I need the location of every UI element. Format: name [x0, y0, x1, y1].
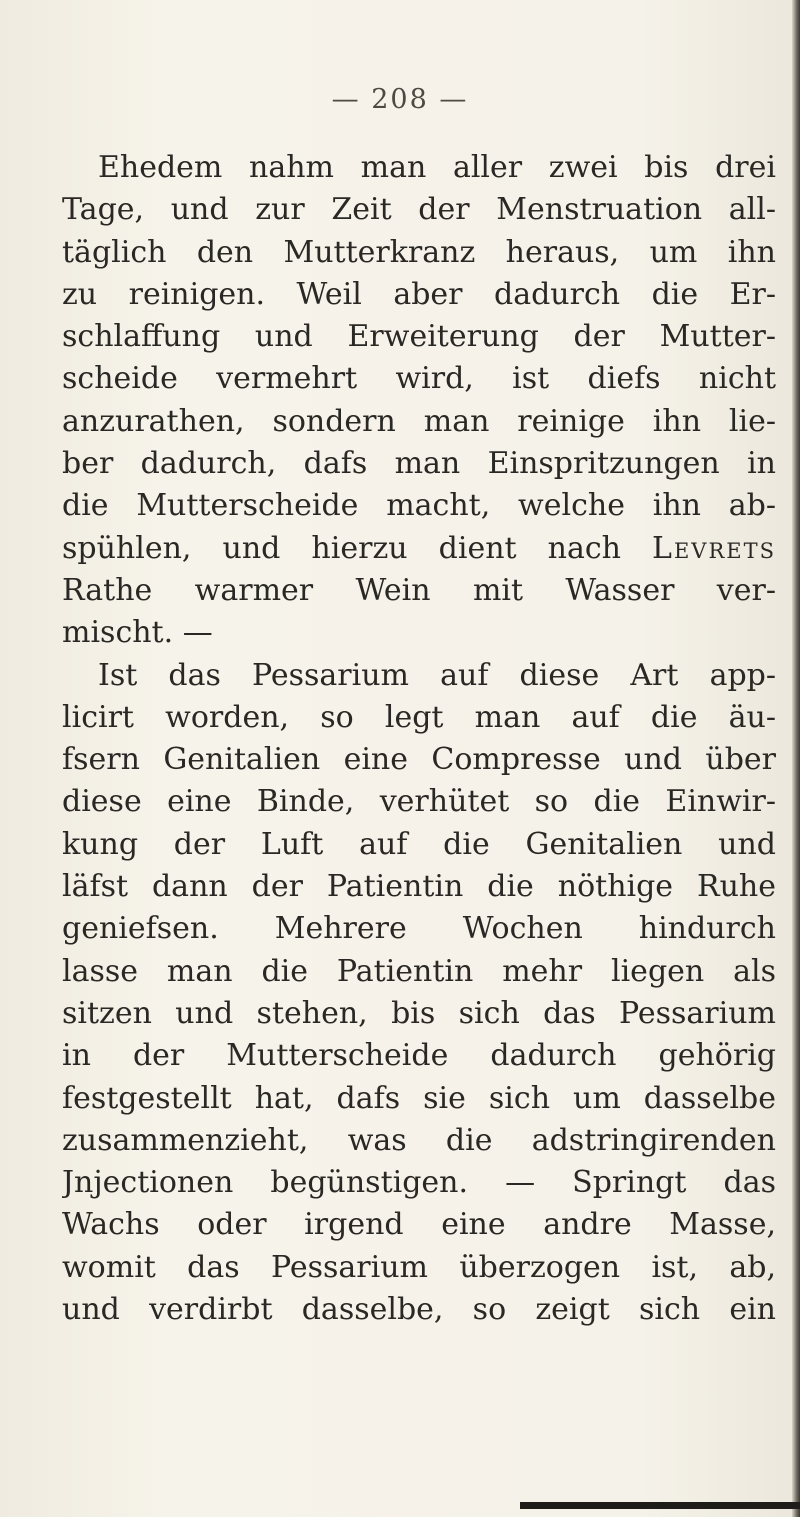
page-edge-shadow — [792, 0, 800, 1517]
text-line: ber dadurch, dafs man Einspritzungen in — [62, 446, 776, 482]
page-number: — 208 — — [331, 84, 469, 115]
text-line: geniefsen. Mehrere Wochen hindurch — [62, 911, 776, 947]
text-line: festgestellt hat, dafs sie sich um dasselbe — [62, 1080, 776, 1116]
text-line: Ehedem nahm man aller zwei bis drei — [98, 150, 776, 185]
text-line: und verdirbt dasselbe, so zeigt sich ein — [62, 1292, 776, 1328]
text-line: mischt. — — [62, 615, 213, 651]
author-name-levret: Levrets — [652, 530, 776, 566]
text-line: zu reinigen. Weil aber dadurch die Er- — [62, 276, 776, 312]
text-line: anzurathen, sondern man reinige ihn lie- — [62, 403, 776, 439]
text-line: Rathe warmer Wein mit Wasser ver- — [62, 572, 776, 608]
text-line: täglich den Mutterkranz heraus, um ihn — [62, 234, 776, 270]
text-line: in der Mutterscheide dadurch gehörig — [62, 1038, 776, 1074]
text-line: die Mutterscheide macht, welche ihn ab- — [62, 488, 776, 524]
text-line: Wachs oder irgend eine andre Masse, — [62, 1207, 776, 1243]
text-line: läfst dann der Patientin die nöthige Ruhe — [62, 869, 776, 905]
text-line: licirt worden, so legt man auf die äu- — [62, 699, 776, 735]
text-line-start: spühlen, und hierzu dient nach — [62, 530, 653, 566]
bottom-binding-rule — [520, 1502, 800, 1509]
body-text — [62, 147, 776, 1331]
text-line: fsern Genitalien eine Compresse und über — [62, 742, 776, 778]
text-line: schlaffung und Erweiterung der Mutter- — [62, 319, 776, 355]
text-line: diese eine Binde, verhütet so die Einwir- — [62, 784, 776, 820]
text-line: Tage, und zur Zeit der Menstruation all- — [62, 192, 776, 228]
text-line: Jnjectionen begünstigen. — Springt das — [62, 1165, 776, 1201]
text-line: kung der Luft auf die Genitalien und — [62, 826, 776, 862]
text-line: zusammenzieht, was die adstringirenden — [62, 1122, 776, 1158]
text-line: scheide vermehrt wird, ist diefs nicht — [62, 361, 776, 397]
text-line: womit das Pessarium überzogen ist, ab, — [62, 1249, 776, 1285]
text-line: lasse man die Patientin mehr liegen als — [62, 953, 776, 989]
text-line: Ist das Pessarium auf diese Art app- — [98, 657, 776, 693]
text-line — [62, 528, 776, 570]
text-line: sitzen und stehen, bis sich das Pessarium — [62, 995, 776, 1031]
